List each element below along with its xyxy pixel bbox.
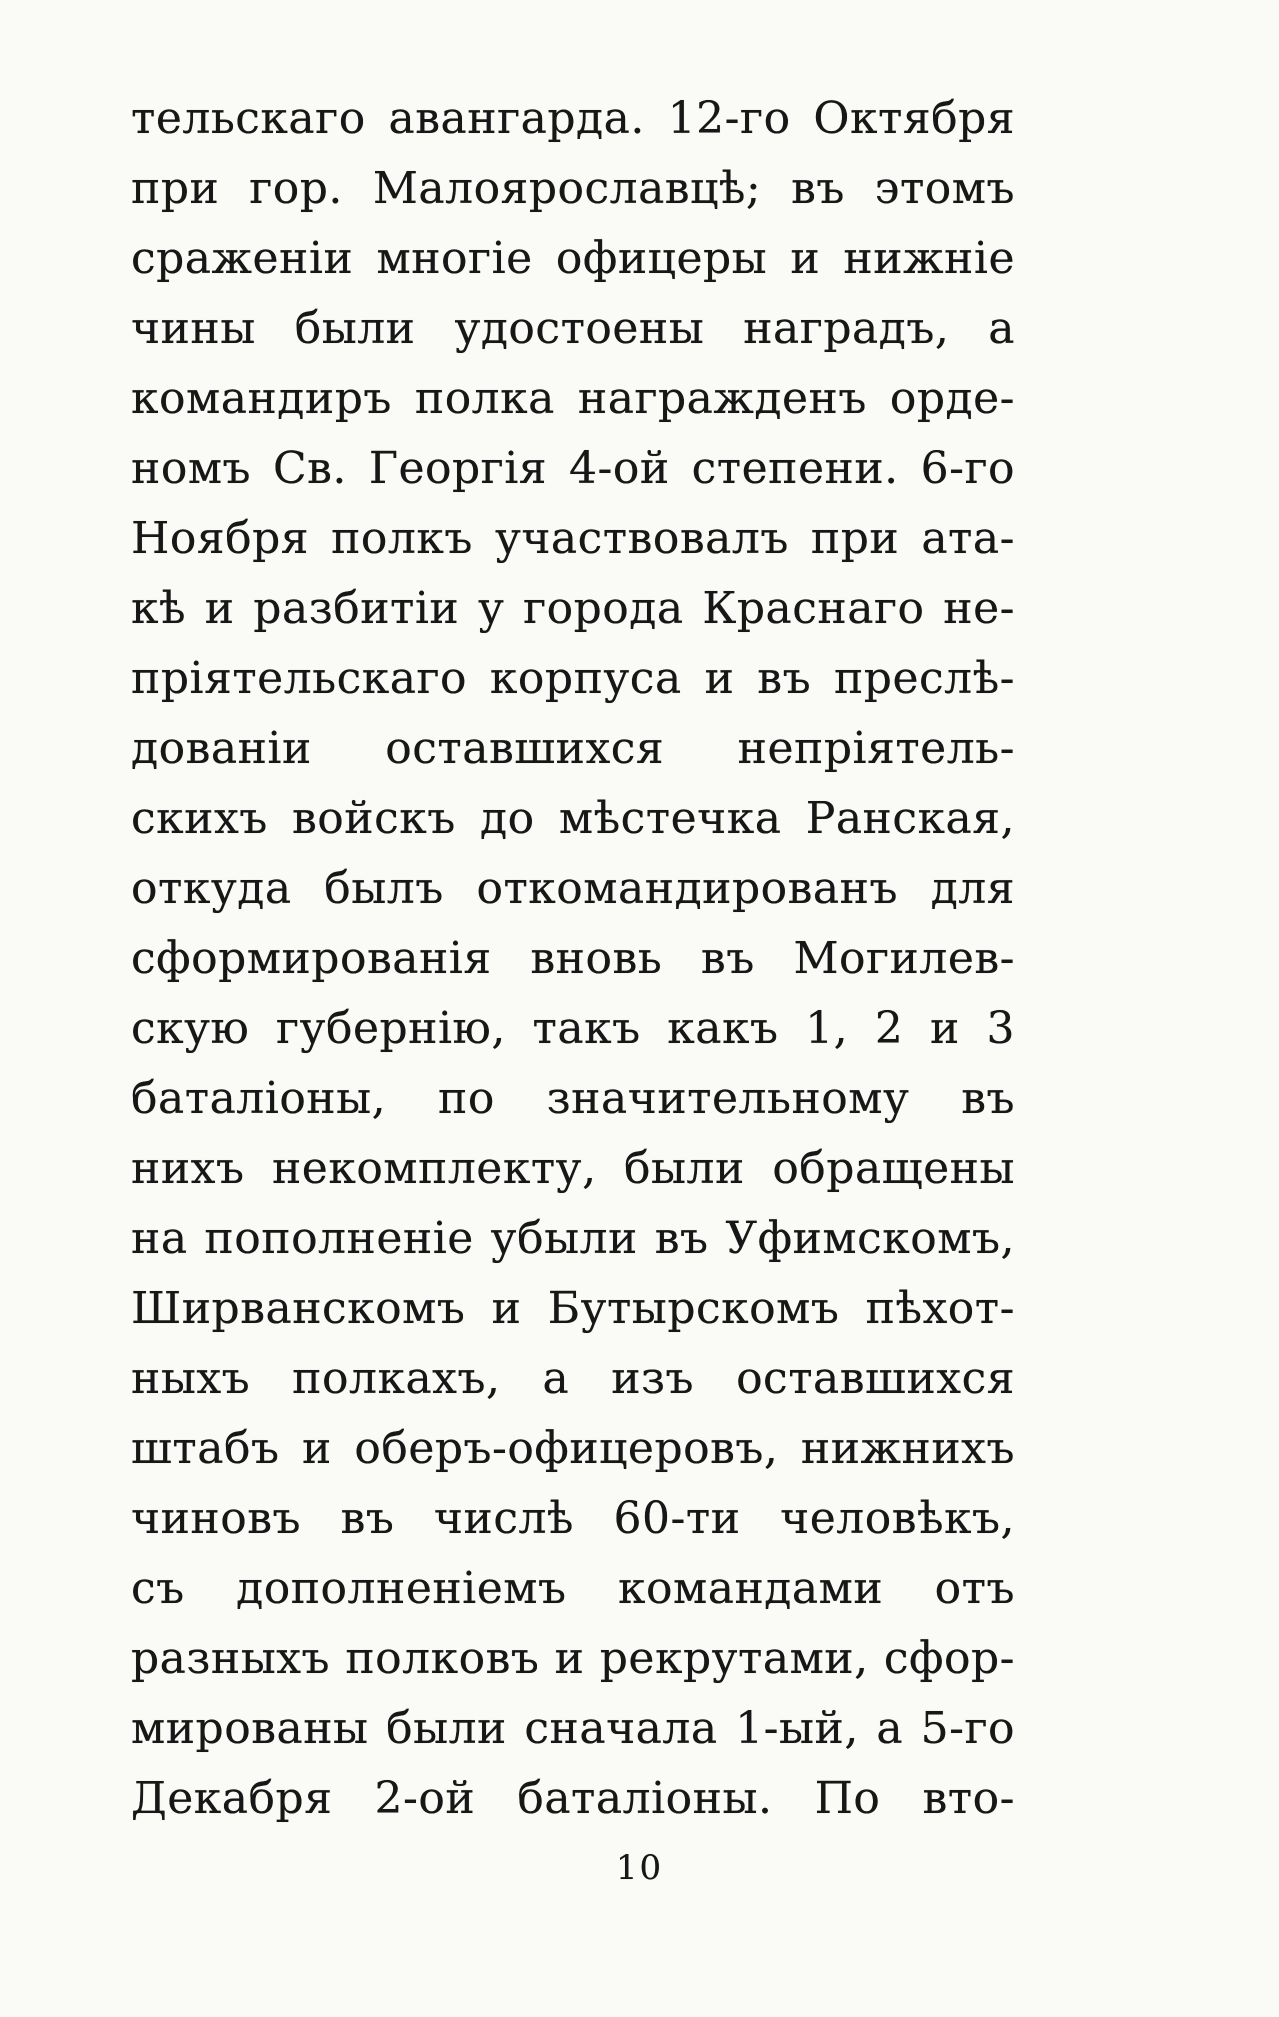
text-line: номъ Св. Георгія 4-ой степени. 6-го — [131, 443, 1015, 494]
text-line: дованіи оставшихся непріятель- — [131, 723, 1015, 774]
text-line: мированы были сначала 1-ый, а 5-го — [131, 1703, 1015, 1754]
text-line: тельскаго авангарда. 12-го Октября — [131, 93, 1015, 144]
body-text — [131, 84, 1015, 1834]
text-line: штабъ и оберъ-офицеровъ, нижнихъ — [131, 1423, 1015, 1474]
text-line: баталіоны, по значительному въ — [131, 1073, 1015, 1124]
text-line: Ноября полкъ участвовалъ при ата- — [131, 513, 1015, 564]
text-line: пріятельскаго корпуса и въ преслѣ- — [131, 653, 1015, 704]
text-line: Декабря 2-ой баталіоны. По вто- — [131, 1773, 1015, 1824]
text-line: чины были удостоены наградъ, а — [131, 303, 1015, 354]
text-line: ныхъ полкахъ, а изъ оставшихся — [131, 1353, 1015, 1404]
text-line: чиновъ въ числѣ 60-ти человѣкъ, — [131, 1493, 1015, 1544]
text-line: сформированія вновь въ Могилев- — [131, 933, 1015, 984]
text-line: при гор. Малоярославцѣ; въ этомъ — [131, 163, 1015, 214]
text-line: сраженіи многіе офицеры и нижніе — [131, 233, 1015, 284]
text-line: нихъ некомплекту, были обращены — [131, 1143, 1015, 1194]
page-number: 10 — [615, 1848, 664, 1888]
text-line: съ дополненіемъ командами отъ — [131, 1563, 1015, 1614]
text-line: скую губернію, такъ какъ 1, 2 и 3 — [131, 1003, 1015, 1054]
text-line: Ширванскомъ и Бутырскомъ пѣхот- — [131, 1283, 1015, 1334]
text-line: командиръ полка награжденъ орде- — [131, 373, 1015, 424]
text-line: кѣ и разбитіи у города Краснаго не- — [131, 583, 1015, 634]
text-line: скихъ войскъ до мѣстечка Ранская, — [131, 793, 1015, 844]
text-line: откуда былъ откомандированъ для — [131, 863, 1015, 914]
text-line: на пополненіе убыли въ Уфимскомъ, — [131, 1213, 1015, 1264]
text-line: разныхъ полковъ и рекрутами, сфор- — [131, 1633, 1015, 1684]
